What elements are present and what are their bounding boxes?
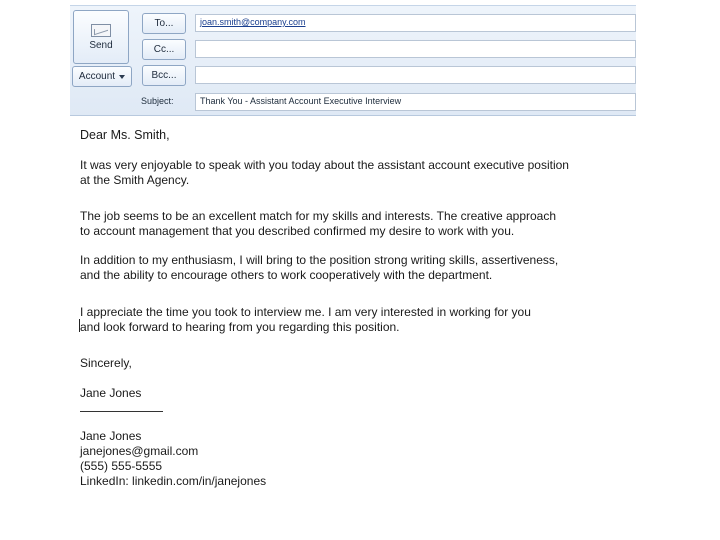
to-recipient[interactable]: joan.smith@company.com bbox=[200, 17, 306, 27]
signature-name: Jane Jones bbox=[80, 386, 142, 400]
send-button-label: Send bbox=[89, 39, 113, 51]
contact-phone: (555) 555-5555 bbox=[80, 459, 163, 473]
paragraph bbox=[80, 209, 640, 239]
closing: Sincerely, bbox=[80, 356, 132, 370]
subject-value: Thank You - Assistant Account Executive Interview bbox=[200, 96, 402, 106]
contact-linkedin: LinkedIn: linkedin.com/in/janejones bbox=[80, 474, 267, 488]
paragraph-line: It was very enjoyable to speak with you today about the assistant account executive position bbox=[80, 158, 569, 172]
to-button-label: To... bbox=[154, 18, 174, 29]
to-field[interactable] bbox=[195, 14, 636, 32]
paragraph bbox=[80, 305, 640, 335]
to-button[interactable] bbox=[142, 13, 186, 34]
paragraph-line: I appreciate the time you took to interview me. I am very interested in working for you bbox=[80, 305, 531, 319]
cc-button-label: Cc... bbox=[153, 44, 175, 55]
cc-button[interactable] bbox=[142, 39, 186, 60]
paragraph bbox=[80, 253, 640, 283]
compose-header bbox=[70, 5, 636, 116]
bcc-button-label: Bcc... bbox=[151, 70, 177, 81]
account-button[interactable] bbox=[72, 66, 132, 87]
paragraph-line: to account management that you described confirmed my desire to work with you. bbox=[80, 224, 515, 238]
paragraph-line: The job seems to be an excellent match for my skills and interests. The creative approach bbox=[80, 209, 557, 223]
send-button[interactable] bbox=[73, 10, 129, 64]
cc-field[interactable] bbox=[195, 40, 636, 58]
envelope-icon bbox=[91, 24, 111, 37]
chevron-down-icon bbox=[119, 75, 125, 79]
contact-email: janejones@gmail.com bbox=[80, 444, 199, 458]
paragraph-line: and look forward to hearing from you regarding this position. bbox=[80, 320, 400, 334]
greeting: Dear Ms. Smith, bbox=[80, 128, 170, 142]
paragraph-line: at the Smith Agency. bbox=[80, 173, 190, 187]
paragraph bbox=[80, 158, 640, 188]
bcc-button[interactable] bbox=[142, 65, 186, 86]
subject-field[interactable] bbox=[195, 93, 636, 111]
signature-line bbox=[80, 411, 163, 412]
contact-name: Jane Jones bbox=[80, 429, 142, 443]
paragraph-line: and the ability to encourage others to work cooperatively with the department. bbox=[80, 268, 493, 282]
subject-label: Subject: bbox=[141, 96, 174, 106]
text-cursor bbox=[79, 319, 80, 332]
paragraph-line: In addition to my enthusiasm, I will bring to the position strong writing skills, assertiveness, bbox=[80, 253, 559, 267]
bcc-field[interactable] bbox=[195, 66, 636, 84]
contact-block bbox=[80, 429, 266, 489]
account-button-label: Account bbox=[78, 71, 116, 82]
